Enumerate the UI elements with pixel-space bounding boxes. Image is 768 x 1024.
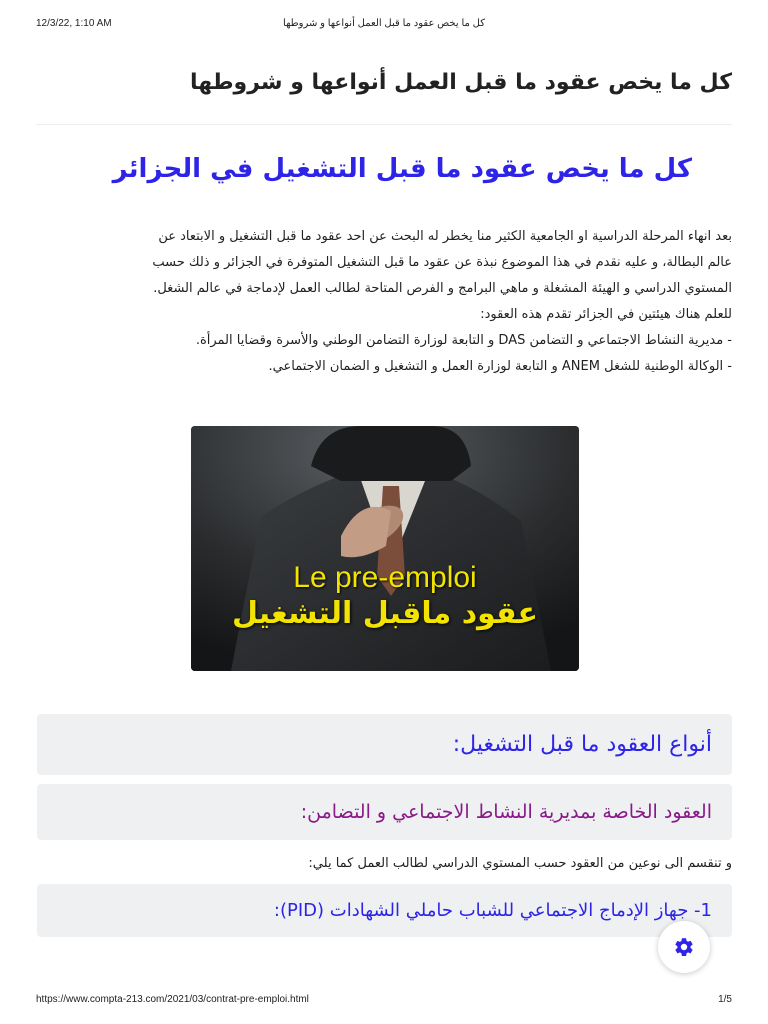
intro-bullet-das: - مديرية النشاط الاجتماعي و التضامن DAS و التابعة لوزارة التضامن الوطني والأسرة وقضايا المرأة. [195,333,732,348]
print-date: 12/3/22, 1:10 AM [36,18,112,29]
gear-icon [673,936,695,958]
print-page-number: 1/5 [718,994,732,1005]
intro-line: عالم البطالة، و عليه نقدم في هذا الموضوع نبذة عن عقود ما قبل التشغيل المتوفرة في الجزائر و ذلك حسب [152,255,732,270]
section-heading-contract-types: أنواع العقود ما قبل التشغيل: [37,714,732,775]
page-title: كل ما يخص عقود ما قبل العمل أنواعها و شروطها [190,70,732,95]
settings-button[interactable] [658,921,710,973]
hero-photo-illustration [191,426,579,671]
intro-line: المستوي الدراسي و الهيئة المشغلة و ماهي البرامج و الفرص المتاحة لطالب العمل لإدماجة في عالم الشغل. [153,281,732,296]
print-header [0,0,768,36]
section-heading-pid: 1- جهاز الإدماج الاجتماعي للشباب حاملي الشهادات (PID): [37,884,732,937]
hero-text-ar: عقود ماقبل التشغيل [232,596,538,631]
split-text: و تنقسم الى نوعين من العقود حسب المستوي الدراسي لطالب العمل كما يلي: [308,856,732,871]
intro-line: للعلم هناك هيئتين في الجزائر تقدم هذه العقود: [480,307,732,322]
intro-line: بعد انهاء المرحلة الدراسية او الجامعية الكثير منا يخطر له البحث عن احد عقود ما قبل التشغيل و الابتعاد عن [158,229,732,244]
post-heading[interactable]: كل ما يخص عقود ما قبل التشغيل في الجزائر [112,154,692,184]
print-title: كل ما يخص عقود ما قبل العمل أنواعها و شروطها [283,18,485,29]
section-heading-das-contracts: العقود الخاصة بمديرية النشاط الاجتماعي و التضامن: [37,784,732,840]
intro-text [36,224,732,380]
hero-text-fr: Le pre-emploi [293,561,477,594]
hero-image [191,426,579,671]
print-footer [0,992,768,1012]
print-url: https://www.compta-213.com/2021/03/contrat-pre-emploi.html [36,994,309,1005]
divider [36,124,732,125]
intro-bullet-anem: - الوكالة الوطنية للشغل ANEM و التابعة لوزارة العمل و التشغيل و الضمان الاجتماعي. [268,359,732,374]
